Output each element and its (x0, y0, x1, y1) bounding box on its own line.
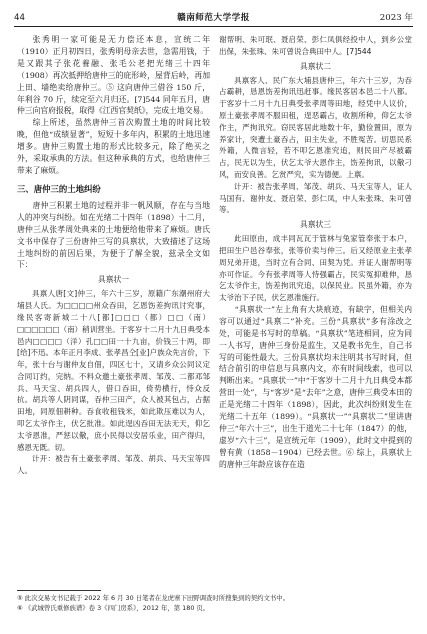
paragraph-land-purchase: 张秀明一家可能是无力偿还本息，宣统二年（1910）正月初四日，张秀明母亲去世，急需用钱，于是又跟其子张花養融、张毛公老把光绪三十四年（1908）再次抵押给唐仲三的庇形岭，屋背后岭，再加上田、墙绝卖给唐仲三。⑤ 这向唐仲三借谷 150 斤，年利谷 70 斤，续定至六月归还。[7]544 同年五月，唐仲三向官府报税，取得《江西官契纸》，完成土地交易。 (17, 35, 210, 116)
petition-3-text: 此田原由，成丰同瓦瓦于管林与兔家管奉张于本户，把田生户邑谷奉张，张等价卖与仲三。后又经原业主张孝周兄弟开退，当时立有合同、田契为凭。并证人谢帮明等亦可作证。今有张孝周等人恃强霸占，民实冤抑难伸，恳乞太爷作主，饬差拘讯究追，以保民业。民虽外籍，亦为太爷治下子民，伏乞恩准施行。 (219, 234, 412, 303)
footnote-5: ⑤ 此次交易文书记载于 2022 年 6 月 30 日笔者在龙虎寨下田野调查时所搜集到的契约文书中。 (17, 594, 290, 602)
petition-2-text: 具禀客人、民广东大埔县唐仲三，年六十三岁，为吞占霸耕，恳恩饬差拘讯迅赶事。缘民客居本邑二十八都。于客岁十二月十九日典受张孝周等田地，经凭中人议价，原土豪张孝周不服田租，逞恶霸占，收割所种，仰乞太爷作主，严拘讯究。窃民客居此地数十年，勤俭置田，原为养家计，突遭土豪吞占，田主失业，不胜冤苦。切思民系外籍，人微言轻，若不叩乞恩准究追，则民田产尽被霸占，民无以为生，伏乞太爷大恩作主，饬差拘讯，以儆刁风，而安良善。乞赏严究，实为德便。上禀。 (219, 75, 412, 179)
petition-1-title: 具禀状一 (97, 275, 130, 285)
section-heading: 三、唐仲三的土地纠纷 (17, 183, 101, 194)
footnote-6: ⑥ 《武城曾氏重修族谱》卷 3《四门房系》，2012 年，第 180 页。 (17, 604, 210, 612)
petition-1-defendants: 计开：被告有土豪张孝周、邹茂、胡兵、马天宝等四人。 (17, 454, 210, 476)
paragraph-analysis: “具禀状一”左上角有大块痕迹，有缺字，但相关内容可以通过“具禀二”补充。三份“具禀状”多有涂改之处，可能是书写时的草稿。“具禀状”笔迹相同，应为同一人书写，唐仲三身份是监生，又是教书先生，自己书写的可能性最大。三份具禀状均未注明其书写时间，但结合前引的申信息与具禀内文，亦有时间线索，也可以判断出来。“具禀状一”中“于客岁十二月十九日典受本都营田一处”，与“客岁”是“去年”之意，唐仲三典受本田的正是光绪二十四年（1898），因此，此次纠纷则发生在光绪二十五年（1899）。“具禀状一”“具禀状二”里讲唐仲三“年六十三”，出生于道光二十七年（1847）的他，虚岁“六十三”，是宣统元年（1909），此时文中提到的曾有黄（1858－1904）已经去世。⑥ 综上，具禀状上的唐仲三年龄应该存在造 (219, 304, 412, 469)
running-header (14, 11, 413, 25)
paragraph-summary: 综上所述，虽然唐仲三首次购置土地的时间比较晚，但他“成绩显著”，短短十多年内，积累的土地迅速增多。唐仲三购置土地的形式比较多元，除了绝买之外，采取承典的方法。但这种承典的方式，也给唐仲三带来了麻烦。 (17, 118, 210, 175)
petition-1-text: 具禀人唐[文]仲三，年六十三岁，原籍广东潮州府大埔县人氏。为□□□□州众吞田，乞恩饬差拘讯讨究事，缘民客寄新城二十八[都]□□□（都）□□（南）□□□□□□（南）稍训营坐。于客岁十二月十九日典受本邑内□□□□（洋）孔□□田一十九亩，价钱三十两，即[给]不迅。本年正月李成、张孝昌仝[业]户族众先言价，下年，张十台与谢仲友自佃，四区七十，又请乡众公同议定合同订约，完纳。不料众邀土豪张孝周、邹茂、二都邓邹兵、马天宝、胡兵四人，借口吞田，倚势横行，恃众反抗。胡兵等人阴同谋，吞仲三田产，众人被其包占，占据田地，同原佃耕种。吞食收租钱米，如此欺压难以为人，叩乞太爷作主，伏乞批准。如此逞凶吞田无法无天，仰乞太爷恩准，严惩以儆，庶小民得以安居乐业，田产得归，感恩无既。切。 (17, 289, 210, 452)
journal-year: 2023 年 (379, 13, 413, 23)
petition-2-list: 计开：被告张孝周、邹茂、胡兵、马天宝等人，证人马国有、谢仲友、聂启荣、彭仁凤，中人朱张珠、朱可曾等。 (219, 181, 412, 215)
paragraph-dispute-intro: 唐仲三积累土地的过程并非一帆风顺，存在与当地人的冲突与纠纷。如在光绪二十四年（1898）十二月，唐仲三从张孝周处典来的土地便给他带来了麻烦。唐氏文书中保存了三份唐仲三写的具禀状，大致描述了这场土地纠纷的前因后果，为便于了解全貌，兹录全文如下： (17, 200, 210, 270)
left-column (17, 34, 210, 477)
header-rule (14, 26, 413, 27)
petition-2-title: 具禀状二 (299, 61, 332, 71)
footnote-rule (17, 590, 101, 591)
right-column (219, 34, 412, 471)
page-number: 44 (14, 13, 25, 23)
petition-1-continuation: 谢帮明、朱可珉、聂启荣、彭仁凤俱经投中人，到乡公堂出保，朱张珠、朱可曾说合典田中人。[7]544 (219, 35, 412, 56)
journal-name: 赣南师范大学学报 (177, 13, 250, 23)
petition-3-title: 具禀状三 (299, 220, 332, 230)
